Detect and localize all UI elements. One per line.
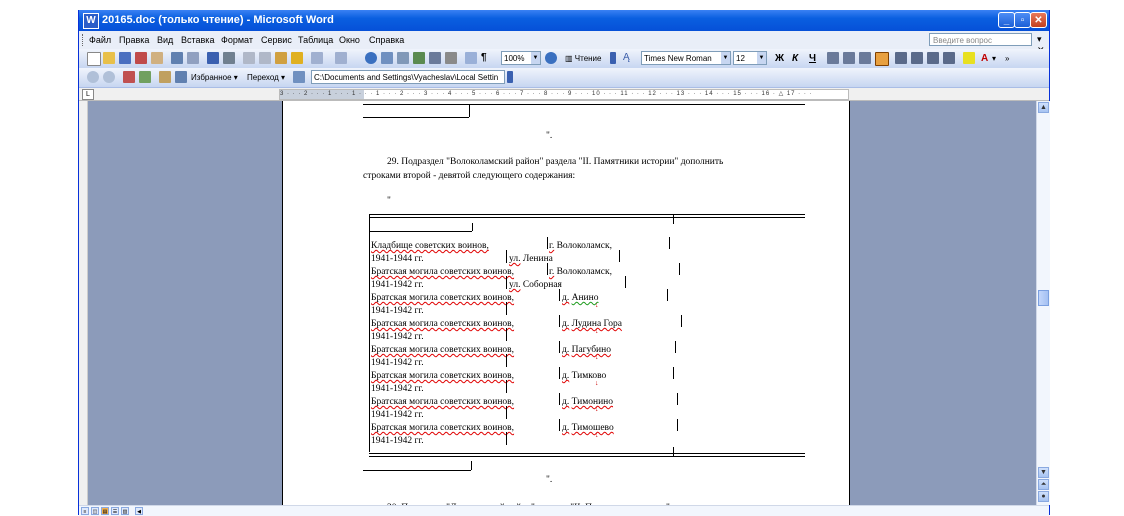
cell-border [669,237,670,249]
decrease-indent-icon[interactable] [943,52,955,64]
cell-border [506,328,507,341]
tables-borders-icon[interactable] [381,52,393,64]
cell-border [547,263,548,275]
cell-end-marker: ↓ [595,380,599,387]
row-name-text: Братская могила советских воинов, [371,293,515,303]
new-document-icon[interactable] [87,52,101,66]
row-name [371,266,514,278]
menu-view[interactable]: Вид [157,35,174,45]
table-border [369,217,805,218]
table-row [369,289,789,315]
cell-border [506,302,507,315]
ruler-scale: 3 · · · 2 · · · 1 · · · 1 · · · 1 · · · 2 · · · 3 · · · 4 · · · 5 · · · 6 · · · 7 · · · 8 · · · 9 · · · 10 · · · 11 · · · 12 · · · 13 · · · 14 · · · 15 · · · 16 · △ 17 · · · [280,91,813,97]
menu-table[interactable]: Таблица [298,35,334,45]
help-icon[interactable] [545,52,557,64]
line-spacing-icon[interactable] [895,52,907,64]
row-location [562,344,611,356]
menu-help[interactable]: Справка [369,35,405,45]
cell-border [677,393,678,405]
reading-icon: ▥ [565,54,575,63]
row-name [371,292,514,304]
row-loc: Тимонино [571,397,614,407]
font-size-value: 12 [736,54,745,63]
row-name [371,344,514,356]
close-doc-icon[interactable]: ▾ [1037,34,1042,44]
table-row [369,419,789,445]
quote-close-bottom: ". [546,475,553,485]
row-name [371,318,514,330]
cell-border [681,315,682,327]
scroll-left-icon[interactable]: ◀ [135,507,143,515]
table-border [363,470,471,471]
row-name-text: Братская могила советских воинов, [371,267,515,277]
row-loc: Анино [571,293,599,303]
email-icon[interactable] [151,52,163,64]
reading-mode-button[interactable] [565,54,601,63]
row-street-prefix: ул. [509,254,521,264]
row-loc-prefix: г. [549,267,555,277]
cell-border [559,315,560,327]
menu-file[interactable]: Файл [89,35,112,45]
address-combo[interactable] [311,70,505,84]
horizontal-scrollbar[interactable] [79,505,1049,516]
row-loc-prefix: д. [562,423,570,433]
close-button[interactable]: ✕ [1030,12,1047,28]
row-street-name: Ленина [522,254,553,264]
row-location [562,396,613,408]
toolbar-options-icon[interactable] [610,52,616,64]
row-loc: Волоколамск, [556,267,612,277]
row-name-text: Братская могила советских воинов, [371,319,515,329]
toolbar-options-icon[interactable] [507,71,513,83]
ask-question-input[interactable]: Введите вопрос [929,33,1032,46]
row-years: 1941-1942 гг. [371,384,424,394]
font-size-combo[interactable] [733,51,767,65]
drawing-icon[interactable] [445,52,457,64]
font-color-button[interactable]: A [981,53,989,64]
cell-end-marker: ↓ [595,406,599,413]
horizontal-ruler[interactable] [279,89,849,100]
scroll-down-icon[interactable]: ▼ [1038,467,1049,478]
font-name-value: Times New Roman [644,54,712,63]
row-loc: Пагубино [571,345,611,355]
home-icon[interactable] [159,71,171,83]
row-street-name: Соборная [522,280,562,290]
row-years: 1941-1942 гг. [371,280,424,290]
row-loc: Тимково [571,371,607,381]
row-name-text: Братская могила советских воинов, [371,371,515,381]
row-street-prefix: ул. [509,280,521,290]
cell-border [667,289,668,301]
row-years: 1941-1944 гг. [371,254,424,264]
bold-button[interactable]: Ж [775,53,785,64]
redo-icon[interactable] [335,52,347,64]
row-location [562,292,598,304]
numbering-icon[interactable] [911,52,923,64]
align-center-icon[interactable] [843,52,855,64]
table-row [369,237,789,263]
row-name [371,240,489,252]
toolbar-overflow-icon[interactable]: » [1005,54,1010,63]
table-border [369,453,805,454]
table-row [369,263,789,289]
row-years: 1941-1942 гг. [371,358,424,368]
reading-view-icon[interactable]: ▥ [122,509,128,515]
reading-label: Чтение [574,54,602,63]
zoom-combo[interactable] [501,51,541,65]
refresh-icon[interactable] [139,71,151,83]
cell-border [547,237,548,249]
underline-button[interactable]: Ч [809,53,817,64]
save-icon[interactable] [119,52,131,64]
justify-icon[interactable] [875,52,889,66]
highlight-icon[interactable] [963,52,975,64]
open-folder-icon[interactable] [103,52,115,64]
quote-open: " [387,196,391,206]
cell-border [506,354,507,367]
cell-border [625,276,626,288]
table-border [469,104,470,117]
document-page[interactable] [282,101,850,505]
show-only-web-toolbar-icon[interactable] [293,71,305,83]
cell-end-marker: ↓ [595,432,599,439]
normal-view-icon[interactable]: ≡ [81,507,89,515]
back-icon[interactable] [87,71,99,83]
styles-icon[interactable]: Ą [623,52,630,63]
align-left-icon[interactable] [827,52,839,64]
cell-end-marker: ↓ [595,354,599,361]
row-loc-prefix: д. [562,319,570,329]
chevron-down-icon[interactable]: ▼ [531,52,540,64]
print-layout-icon[interactable]: ▤ [102,509,108,515]
scroll-thumb[interactable] [1038,290,1049,306]
cell-border [506,250,507,263]
address-value: C:\Documents and Settings\Vyacheslav\Local Settin [314,73,499,82]
table-border [469,104,805,105]
ruler-bar [79,88,1049,101]
standard-toolbar [79,49,1049,69]
row-years: 1941-1942 гг. [371,410,424,420]
minimize-button[interactable]: _ [998,12,1015,28]
row-loc-prefix: д. [562,293,570,303]
outline-view-icon[interactable]: ☰ [112,509,118,515]
spelling-icon[interactable] [207,52,219,64]
cell-border [559,341,560,353]
table-border [369,456,805,457]
row-loc-prefix: д. [562,371,570,381]
italic-button[interactable]: К [792,53,799,64]
table-row [369,315,789,341]
row-name-text: Братская могила советских воинов, [371,397,515,407]
scroll-up-icon[interactable]: ▲ [1038,102,1049,113]
favorites-label: Избранное [191,73,232,82]
chevron-down-icon[interactable]: ▼ [757,52,766,64]
permission-icon[interactable] [135,52,147,64]
insert-excel-icon[interactable] [413,52,425,64]
row-name-text: Братская могила советских воинов, [371,423,515,433]
stop-icon[interactable] [123,71,135,83]
chevron-down-icon[interactable]: ▼ [721,52,730,64]
hyperlink-icon[interactable] [365,52,377,64]
table-border [363,117,469,118]
go-label: Переход [247,73,279,82]
row-loc: Лудина Гора [571,319,622,329]
favorites-menu[interactable] [191,73,238,82]
row-name-text: Братская могила советских воинов, [371,345,515,355]
zoom-value: 100% [504,54,525,63]
table-border [369,214,805,215]
paragraph-29-line1: 29. Подраздел "Волоколамский район" раздела "II. Памятники истории" дополнить [387,157,724,167]
document-map-icon[interactable] [465,52,477,64]
row-years: 1941-1942 гг. [371,332,424,342]
document-area[interactable] [88,101,1036,505]
title-bar[interactable] [79,10,1049,31]
copy-icon[interactable] [259,52,271,64]
print-icon[interactable] [171,52,183,64]
row-location [562,370,606,382]
vertical-scrollbar[interactable] [1036,101,1050,505]
menu-window[interactable]: Окно [339,35,360,45]
row-location [549,240,612,252]
web-view-icon[interactable]: ◫ [92,509,98,515]
restore-button[interactable]: ▫ [1014,12,1031,28]
cell-border [673,367,674,379]
show-formatting-icon[interactable]: ¶ [481,52,487,63]
cell-border [506,432,507,445]
cell-border [506,380,507,393]
cell-border [506,276,507,289]
undo-icon[interactable] [311,52,323,64]
row-loc-prefix: д. [562,345,570,355]
print-preview-icon[interactable] [187,52,199,64]
cut-icon[interactable] [243,52,255,64]
left-edge-strip [79,101,88,505]
row-name [371,396,514,408]
paragraph-29-line2: строками второй - девятой следующего содержания: [363,171,576,181]
previous-page-icon[interactable]: ⏶ [1038,479,1049,490]
table-border [363,104,469,105]
format-painter-icon[interactable] [291,52,303,64]
table-border [369,231,472,232]
row-location [562,422,614,434]
bullets-icon[interactable] [927,52,939,64]
quote-close: ". [546,131,553,141]
menu-edit[interactable]: Правка [119,35,150,45]
row-years: 1941-1942 гг. [371,436,424,446]
row-loc: Тимошево [571,423,614,433]
table-border [472,223,473,231]
row-years: 1941-1942 гг. [371,306,424,316]
insert-table-icon[interactable] [397,52,409,64]
table-border [673,447,674,456]
paste-icon[interactable] [275,52,287,64]
window-title: 20165.doc (только чтение) - Microsoft Word [102,14,334,26]
row-location [549,266,612,278]
cell-border [559,419,560,431]
table-border [471,461,472,470]
cell-border [679,263,680,275]
cell-border [559,289,560,301]
row-loc: Волоколамск, [556,241,612,251]
row-name [371,422,514,434]
table-row [369,393,789,419]
word-app-icon[interactable]: W [83,13,99,29]
cell-border [559,367,560,379]
row-name [371,370,514,382]
go-menu[interactable] [247,73,285,82]
chevron-down-icon: ▾ [231,73,238,82]
cell-border [675,341,676,353]
row-name-text: Кладбище советских воинов, [371,241,489,251]
row-location [562,318,622,330]
table-border [673,214,674,224]
columns-icon[interactable] [429,52,441,64]
browse-object-icon[interactable]: ● [1038,491,1049,502]
menu-insert[interactable]: Вставка [181,35,215,45]
research-icon[interactable] [223,52,235,64]
align-right-icon[interactable] [859,52,871,64]
cell-end-marker: ↓ [595,328,599,335]
row-loc-prefix: г. [549,241,555,251]
word-window [78,10,1050,515]
search-web-icon[interactable] [175,71,187,83]
cell-border [619,250,620,262]
table-row [369,341,789,367]
chevron-down-icon: ▾ [278,73,286,82]
forward-icon[interactable] [103,71,115,83]
cell-border [677,419,678,431]
menu-bar [79,31,1049,49]
chevron-down-icon[interactable]: ▾ [992,54,997,63]
web-toolbar [79,68,1049,88]
menu-tools[interactable]: Сервис [261,35,292,45]
font-name-combo[interactable] [641,51,731,65]
menu-grip[interactable] [82,34,86,46]
cell-border [506,406,507,419]
tab-selector[interactable]: L [82,89,94,100]
cell-border [559,393,560,405]
cell-end-marker: ↓ [595,302,599,309]
menu-format[interactable]: Формат [221,35,253,45]
row-loc-prefix: д. [562,397,570,407]
table-row [369,367,789,393]
